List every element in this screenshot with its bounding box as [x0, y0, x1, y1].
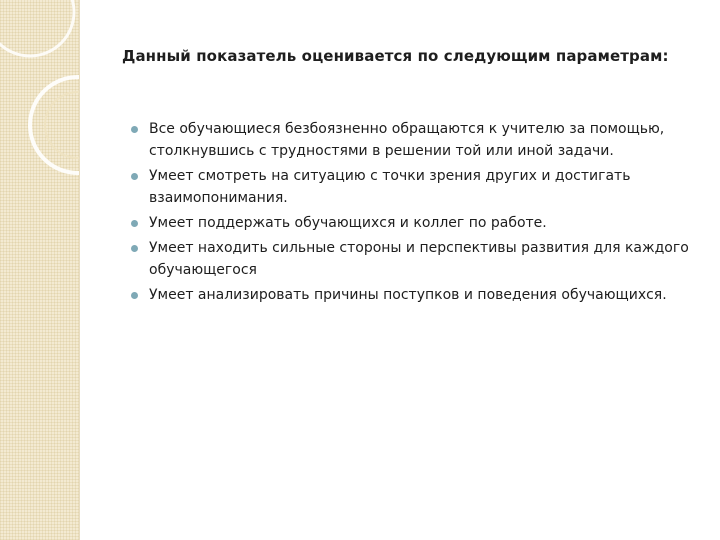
- bullet-icon: [131, 126, 138, 133]
- list-item-text: Умеет смотреть на ситуацию с точки зрения других и достигать взаимопонимания.: [149, 168, 631, 206]
- list-item: [131, 237, 711, 281]
- list-item-text: Все обучающиеся безбоязненно обращаются к учителю за помощью, столкнувшись с трудностями в решении той или иной задачи.: [149, 121, 665, 159]
- list-item-text: Умеет поддержать обучающихся и коллег по работе.: [149, 215, 547, 231]
- list-item: [131, 118, 711, 162]
- decorative-side-panel: [0, 0, 80, 540]
- bullet-icon: [131, 292, 138, 299]
- list-item: [131, 165, 711, 209]
- bullet-icon: [131, 173, 138, 180]
- list-item: [131, 212, 711, 234]
- decorative-circles: [0, 0, 80, 540]
- slide-title: Данный показатель оценивается по следующим параметрам:: [122, 47, 669, 65]
- side-panel-edge: [79, 0, 80, 540]
- list-item-text: Умеет анализировать причины поступков и поведения обучающихся.: [149, 287, 667, 303]
- bullet-list: [131, 118, 711, 309]
- bullet-icon: [131, 220, 138, 227]
- bullet-icon: [131, 245, 138, 252]
- list-item: [131, 284, 711, 306]
- list-item-text: Умеет находить сильные стороны и перспективы развития для каждого обучающегося: [149, 240, 689, 278]
